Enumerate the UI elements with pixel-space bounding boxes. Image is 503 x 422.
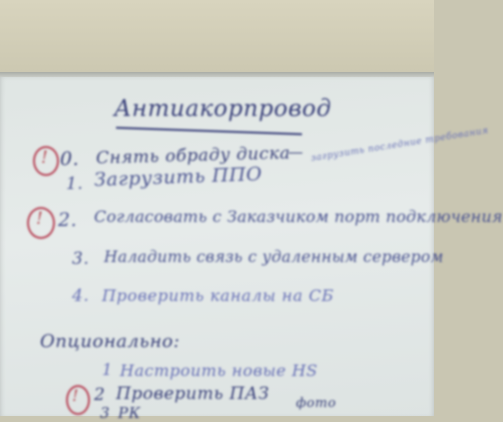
item-0-num: 0. xyxy=(60,148,80,170)
item-0-text: Снять обраду диска xyxy=(95,143,291,169)
optional-item-1-text: Настроить новые HS xyxy=(120,361,318,380)
optional-item-3-text: РК xyxy=(118,404,141,422)
item-3-text: Наладить связь с удаленным сервером xyxy=(104,248,444,266)
side-note: загрузить последние требования xyxy=(310,126,490,164)
priority-flag-optional-2: ! xyxy=(72,386,79,405)
optional-item-2-text: Проверить ПАЗ xyxy=(116,384,270,404)
optional-item-2-trail: фото xyxy=(296,396,337,411)
item-3-num: 3. xyxy=(72,249,90,269)
priority-flag-2: ! xyxy=(36,209,44,229)
item-0-trail: — xyxy=(288,143,304,161)
item-1-text: Загрузить ППО xyxy=(93,163,263,191)
item-4-text: Проверить каналы на СБ xyxy=(102,286,334,305)
optional-item-1-num: 1 xyxy=(102,360,113,379)
whiteboard-rim xyxy=(0,72,434,77)
optional-heading: Опционально: xyxy=(40,331,180,352)
item-4-num: 4. xyxy=(72,286,90,306)
item-1-num: 1. xyxy=(66,174,84,194)
priority-flag-0: ! xyxy=(41,148,49,168)
board-title: Антиакорпровод xyxy=(114,96,332,122)
wall-background xyxy=(0,0,434,80)
item-2-text: Согласовать с Заказчиком порт подключения xyxy=(94,207,503,226)
item-2-num: 2. xyxy=(58,209,78,231)
optional-item-3-num: 3 xyxy=(100,404,111,422)
optional-item-2-num: 2 xyxy=(94,385,106,405)
